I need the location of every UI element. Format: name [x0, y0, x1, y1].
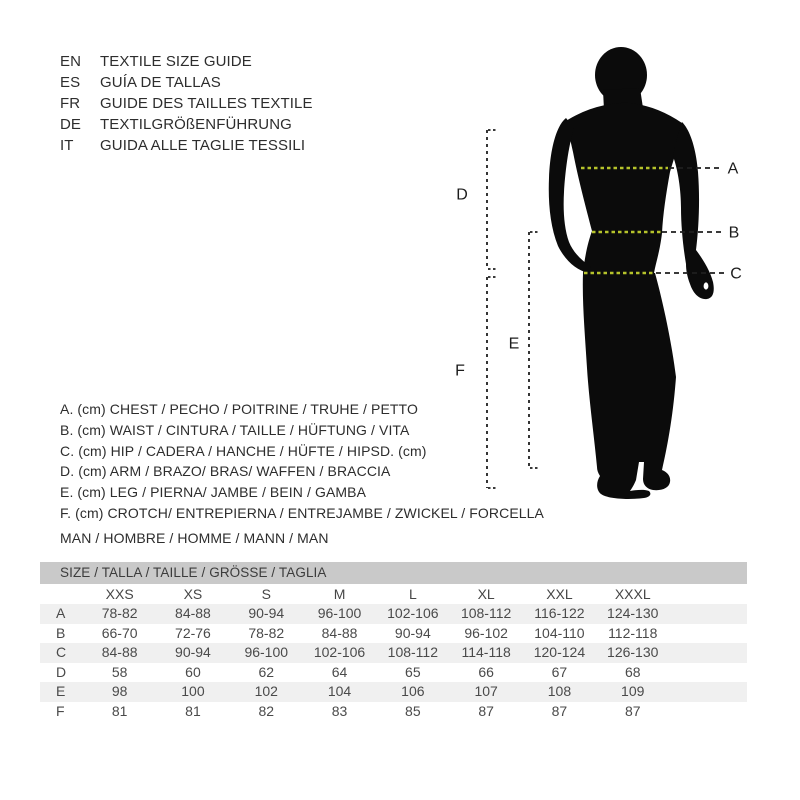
measurement-descriptions [60, 399, 544, 524]
marker-label-a: A [727, 160, 739, 178]
table-cell: 107 [474, 683, 498, 699]
table-cell: 65 [405, 663, 421, 680]
table-filler [669, 702, 747, 722]
table-cell: 83 [331, 702, 348, 719]
table-body [40, 604, 747, 721]
column-header: XXS [105, 586, 134, 602]
language-code: DE [60, 116, 82, 133]
measurement-line: D. (cm) ARM / BRAZO/ BRAS/ WAFFEN / BRACCIA [60, 463, 391, 480]
table-row [40, 702, 747, 722]
table-cell: 96-102 [464, 624, 508, 641]
table-cell: 100 [181, 683, 205, 699]
language-code: FR [60, 95, 81, 112]
column-header: XXL [546, 586, 573, 602]
language-title-block [60, 51, 313, 156]
table-cell: 78-82 [248, 624, 285, 641]
size-table [40, 562, 747, 721]
language-row [60, 93, 313, 114]
language-title: GUÍA DE TALLAS [100, 74, 221, 91]
table-cell: 102 [254, 683, 278, 699]
language-title: GUIDA ALLE TAGLIE TESSILI [100, 137, 306, 154]
table-cell: 108-112 [460, 605, 512, 621]
table-cell: 120-124 [533, 644, 586, 660]
language-row [60, 51, 313, 72]
language-row [60, 114, 313, 135]
column-header: S [261, 586, 271, 602]
column-header-empty [40, 584, 83, 604]
table-cell: 90-94 [248, 605, 285, 621]
measurement-line: A. (cm) CHEST / PECHO / POITRINE / TRUHE / PETTO [60, 401, 418, 417]
language-code: IT [60, 137, 74, 154]
table-cell: 90-94 [175, 644, 211, 660]
table-cell: 108 [547, 683, 572, 699]
silhouette-legs [583, 273, 676, 499]
table-cell: 90-94 [394, 624, 431, 641]
measurement-line: E. (cm) LEG / PIERNA/ JAMBE / BEIN / GAMBA [60, 484, 367, 501]
language-row [60, 72, 313, 93]
table-cell: 66 [478, 663, 494, 680]
table-row [40, 624, 747, 644]
table-filler [669, 604, 747, 624]
column-header: XXXL [614, 586, 651, 602]
table-cell: 82 [258, 702, 275, 719]
language-row [60, 135, 313, 156]
row-label: E [56, 683, 66, 699]
marker-label-f: F [455, 362, 465, 380]
table-cell: 104-110 [534, 624, 585, 641]
table-cell: 96-100 [317, 605, 362, 621]
column-header: XL [477, 586, 495, 602]
table-cell: 60 [185, 663, 201, 680]
table-cell: 108-112 [387, 644, 438, 660]
table-cell: 106 [401, 683, 425, 699]
table-cell: 87 [478, 702, 494, 719]
table-row [40, 604, 747, 624]
column-header: L [408, 586, 417, 602]
table-cell: 81 [111, 702, 128, 719]
marker-label-c: C [730, 265, 742, 283]
marker-label-e: E [508, 335, 520, 353]
table-cell: 109 [621, 683, 645, 699]
table-cell: 84-88 [321, 624, 358, 641]
table-cell: 85 [405, 702, 421, 719]
table-row [40, 643, 747, 663]
marker-label-d: D [456, 186, 468, 204]
row-label: A [56, 605, 66, 621]
row-label: C [56, 644, 67, 660]
silhouette-torso [566, 103, 682, 273]
table-cell: 66-70 [101, 624, 138, 641]
table-cell: 58 [111, 663, 128, 680]
table-cell: 78-82 [101, 605, 138, 621]
language-code: ES [60, 74, 81, 91]
language-code: EN [60, 53, 82, 70]
language-title: TEXTILGRÖßENFÜHRUNG [100, 116, 292, 133]
row-label: F [56, 702, 65, 719]
table-cell: 87 [551, 702, 568, 719]
marker-label-b: B [728, 224, 740, 242]
table-cell: 98 [111, 683, 128, 699]
table-cell: 81 [185, 702, 201, 719]
measurement-line: F. (cm) CROTCH/ ENTREPIERNA / ENTREJAMBE / ZWICKEL / FORCELLA [60, 504, 544, 521]
table-cell: 102-106 [387, 605, 439, 621]
table-cell: 114-118 [461, 644, 511, 660]
fist-highlight [704, 282, 709, 289]
table-filler [669, 624, 747, 644]
table-cell: 104 [327, 683, 352, 699]
language-title: GUIDE DES TAILLES TEXTILE [100, 95, 313, 112]
table-filler [669, 682, 747, 702]
table-cell: 62 [258, 663, 275, 680]
table-cell: 64 [331, 663, 348, 680]
table-column-headers [40, 584, 747, 604]
row-label: D [56, 663, 67, 680]
table-filler [669, 643, 747, 663]
table-cell: 68 [624, 663, 641, 680]
column-header: XS [183, 586, 203, 602]
column-header: M [333, 586, 346, 602]
table-cell: 84-88 [175, 605, 211, 621]
table-cell: 126-130 [607, 644, 659, 660]
table-row [40, 663, 747, 683]
language-title: TEXTILE SIZE GUIDE [100, 53, 252, 70]
table-cell: 124-130 [607, 605, 659, 621]
table-cell: 84-88 [101, 644, 138, 660]
table-cell: 102-106 [313, 644, 366, 660]
measurement-line: C. (cm) HIP / CADERA / HANCHE / HÜFTE / HIPSD. (cm) [60, 442, 427, 459]
table-row [40, 682, 747, 702]
table-cell: 67 [551, 663, 568, 680]
column-header-filler [669, 584, 747, 604]
table-cell: 96-100 [244, 644, 289, 660]
table-cell: 112-118 [608, 624, 658, 641]
table-filler [669, 663, 747, 683]
table-cell: 87 [624, 702, 641, 719]
measurement-line: B. (cm) WAIST / CINTURA / TAILLE / HÜFTUNG / VITA [60, 421, 410, 438]
row-label: B [56, 624, 66, 641]
category-label: MAN / HOMBRE / HOMME / MANN / MAN [60, 530, 329, 546]
table-cell: 72-76 [175, 624, 211, 641]
table-cell: 116-122 [534, 605, 585, 621]
table-title-bar: SIZE / TALLA / TAILLE / GRÖSSE / TAGLIA [40, 562, 747, 584]
